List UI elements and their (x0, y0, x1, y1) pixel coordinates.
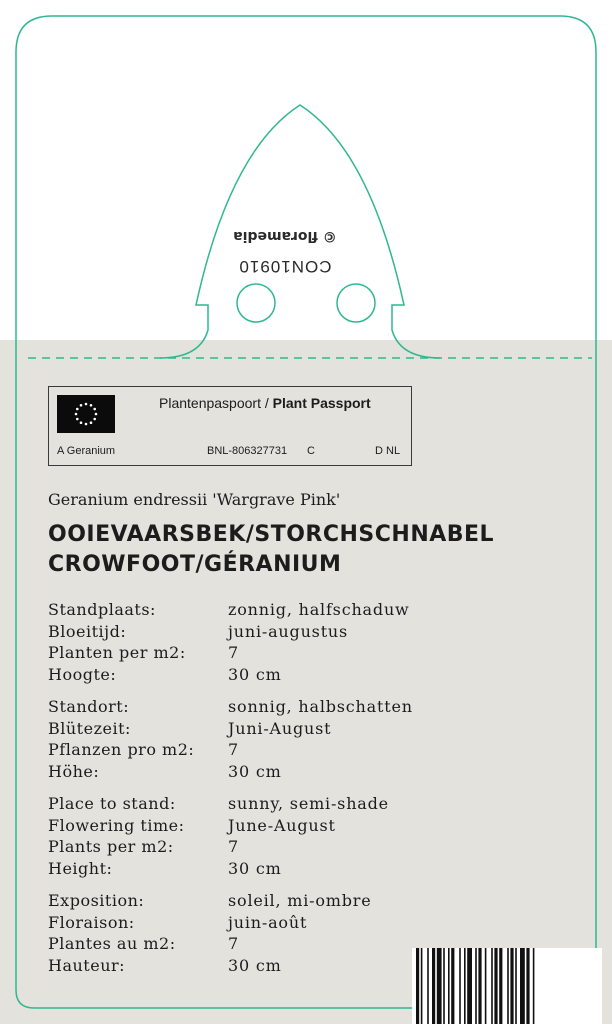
barcode-icon (412, 948, 602, 1024)
info-row: Pflanzen pro m2: 7 (48, 740, 239, 759)
passport-title: Plantenpaspoort / Plant Passport (159, 395, 371, 411)
info-row: Hauteur: 30 cm (48, 955, 282, 975)
info-row: Höhe: 30 cm (48, 761, 282, 781)
info-group-de (48, 697, 468, 783)
common-name-line1: OOIEVAARSBEK/STORCHSCHNABEL (48, 522, 495, 547)
info-row: Blütezeit: Juni-August (48, 718, 332, 738)
passport-field-d: D NL (375, 445, 401, 457)
common-names (48, 520, 494, 580)
floramedia-logo: © floramedia (233, 228, 337, 244)
info-row: Exposition: soleil, mi-ombre (48, 891, 372, 910)
plant-passport (48, 386, 412, 466)
product-code: CON10910 (238, 257, 332, 276)
info-row: Standplaats: zonnig, halfschaduw (48, 600, 410, 619)
info-row: Flowering time: June-August (48, 815, 336, 835)
info-row: Hoogte: 30 cm (48, 664, 282, 684)
hanger-hole-left (237, 284, 275, 322)
info-row: Place to stand: sunny, semi-shade (48, 794, 389, 813)
eu-flag-icon (57, 395, 115, 433)
latin-name: Geranium endressii 'Wargrave Pink' (48, 490, 341, 509)
info-group-en (48, 794, 468, 880)
passport-field-c: C (307, 445, 315, 457)
label-top-outline (16, 16, 596, 340)
hanger-hole-right (337, 284, 375, 322)
passport-field-b: BNL-806327731 (207, 445, 288, 457)
info-row: Floraison: juin-août (48, 912, 308, 932)
info-row: Plantes au m2: 7 (48, 934, 239, 953)
info-row: Plants per m2: 7 (48, 837, 239, 856)
info-row: Planten per m2: 7 (48, 643, 239, 662)
passport-field-a: A Geranium (57, 445, 116, 457)
info-row: Standort: sonnig, halbschatten (48, 697, 413, 716)
info-row: Bloeitijd: juni-augustus (48, 621, 349, 641)
info-row: Height: 30 cm (48, 858, 282, 878)
common-name-line2: CROWFOOT/GÉRANIUM (48, 552, 342, 577)
info-group-nl (48, 600, 468, 686)
info-group-fr (48, 891, 468, 977)
